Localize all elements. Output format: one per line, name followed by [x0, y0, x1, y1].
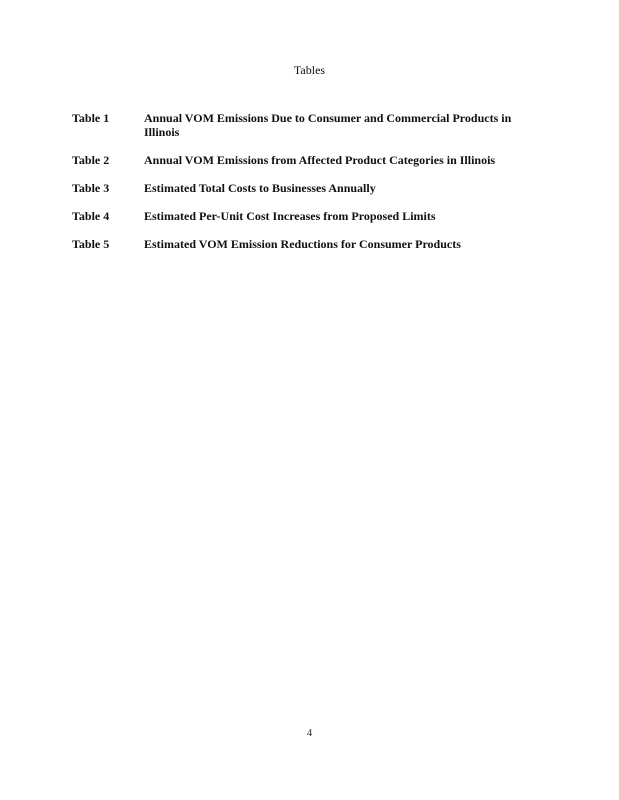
- table-number: Table 4: [72, 209, 110, 223]
- table-title: Estimated Per-Unit Cost Increases from Proposed Limits: [144, 209, 436, 223]
- table-list-item: [72, 237, 542, 251]
- page-number: 4: [306, 727, 313, 739]
- table-list: [72, 111, 542, 265]
- table-title: Estimated Total Costs to Businesses Annually: [144, 181, 376, 195]
- table-number: Table 1: [72, 111, 110, 125]
- table-number: Table 2: [72, 153, 110, 167]
- table-title: Annual VOM Emissions Due to Consumer and Commercial Products in Illinois: [144, 111, 512, 139]
- table-list-item: [72, 153, 542, 167]
- table-number: Table 3: [72, 181, 110, 195]
- table-list-item: [72, 181, 542, 195]
- table-title: Annual VOM Emissions from Affected Product Categories in Illinois: [144, 153, 496, 167]
- table-title: Estimated VOM Emission Reductions for Consumer Products: [144, 237, 461, 251]
- table-list-item: [72, 209, 542, 223]
- table-list-item: [72, 111, 542, 139]
- page-title: Tables: [293, 63, 326, 77]
- table-number: Table 5: [72, 237, 110, 251]
